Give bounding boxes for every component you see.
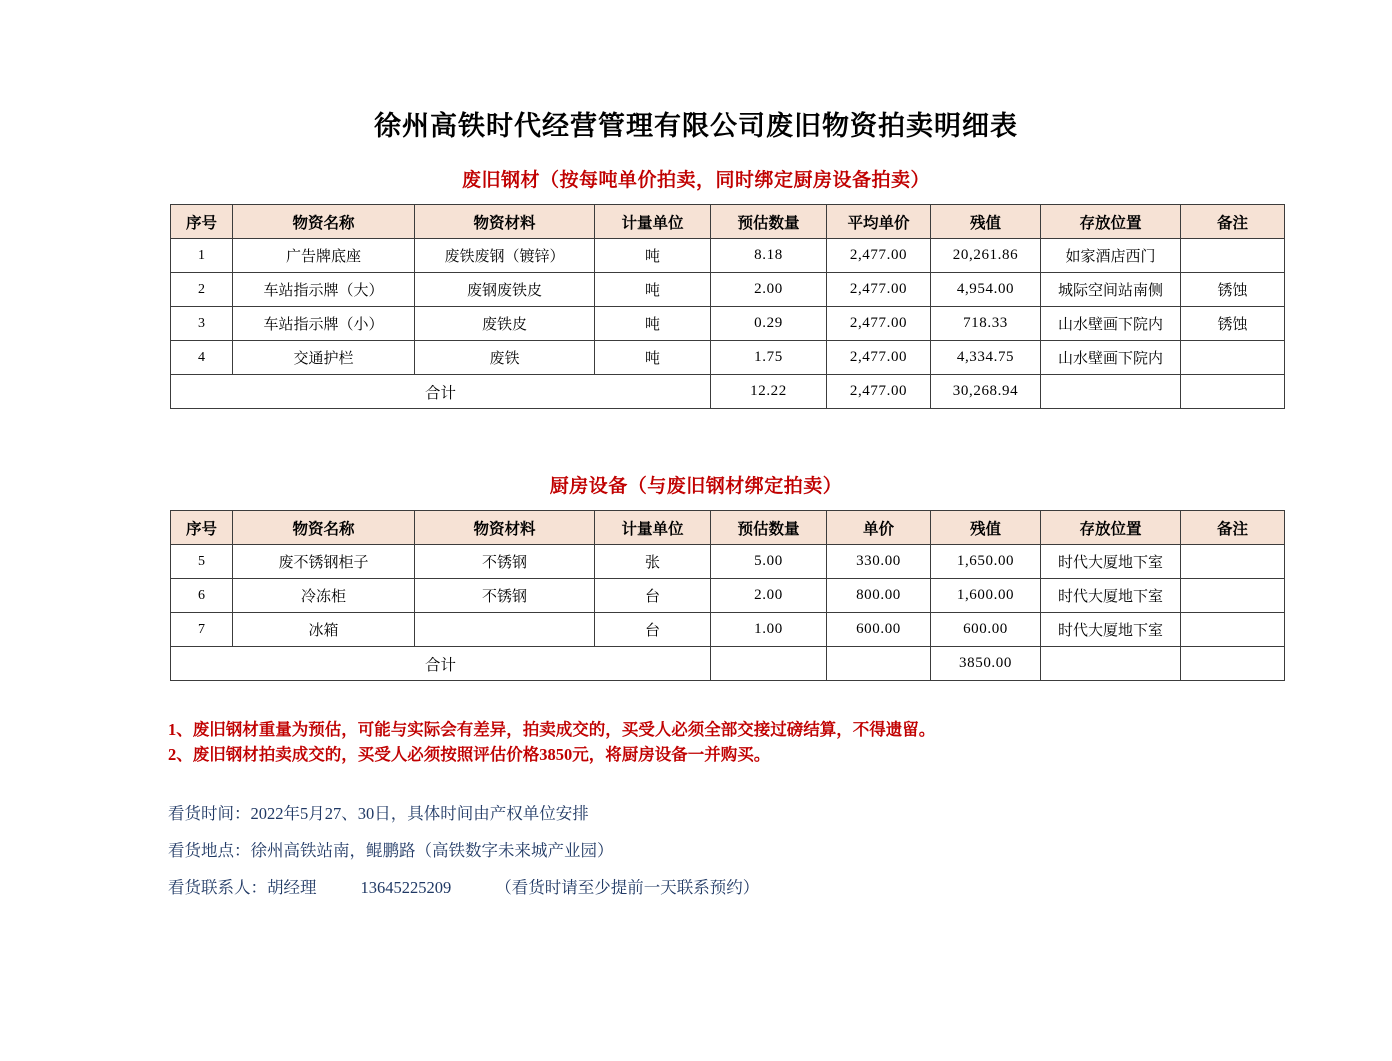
viewing-place-line xyxy=(168,832,1392,869)
note-line-2: 2、废旧钢材拍卖成交的，买受人必须按照评估价格3850元，将厨房设备一并购买。 xyxy=(168,745,771,764)
cell-total-qty: 12.22 xyxy=(711,375,827,409)
cell-total-label: 合计 xyxy=(171,375,711,409)
cell-material: 废钢废铁皮 xyxy=(415,273,595,307)
col-header-index: 序号 xyxy=(171,205,233,239)
cell-material: 不锈钢 xyxy=(415,579,595,613)
viewing-contact-name: 胡经理 xyxy=(267,878,317,897)
table-row xyxy=(171,239,1285,273)
cell-location: 时代大厦地下室 xyxy=(1041,613,1181,647)
cell-unit: 吨 xyxy=(595,239,711,273)
viewing-time-value: 2022年5月27、30日，具体时间由产权单位安排 xyxy=(250,804,589,823)
cell-name: 交通护栏 xyxy=(233,341,415,375)
table-wrap-kitchen xyxy=(170,510,1248,681)
cell-qty: 5.00 xyxy=(711,545,827,579)
notes-block xyxy=(168,717,1392,767)
contact-block xyxy=(168,795,1392,906)
col-header-name: 物资名称 xyxy=(233,205,415,239)
cell-name: 广告牌底座 xyxy=(233,239,415,273)
section-title-steel: 废旧钢材（按每吨单价拍卖，同时绑定厨房设备拍卖） xyxy=(461,170,930,191)
viewing-contact-phone: 13645225209 xyxy=(360,878,452,897)
cell-value: 718.33 xyxy=(931,307,1041,341)
col-header-location: 存放位置 xyxy=(1041,205,1181,239)
table-header-row xyxy=(171,205,1285,239)
cell-remark xyxy=(1181,341,1285,375)
cell-unit: 台 xyxy=(595,613,711,647)
cell-location: 时代大厦地下室 xyxy=(1041,545,1181,579)
cell-index: 4 xyxy=(171,341,233,375)
cell-value: 1,600.00 xyxy=(931,579,1041,613)
cell-location: 时代大厦地下室 xyxy=(1041,579,1181,613)
cell-total-label: 合计 xyxy=(171,647,711,681)
col-header-name: 物资名称 xyxy=(233,511,415,545)
cell-index: 1 xyxy=(171,239,233,273)
col-header-material: 物资材料 xyxy=(415,511,595,545)
cell-unit: 吨 xyxy=(595,273,711,307)
cell-total-qty xyxy=(711,647,827,681)
cell-value: 20,261.86 xyxy=(931,239,1041,273)
cell-price: 600.00 xyxy=(827,613,931,647)
document-page xyxy=(0,104,1392,1061)
cell-location: 如家酒店西门 xyxy=(1041,239,1181,273)
cell-price: 2,477.00 xyxy=(827,273,931,307)
cell-name: 冷冻柜 xyxy=(233,579,415,613)
cell-price: 2,477.00 xyxy=(827,307,931,341)
cell-index: 6 xyxy=(171,579,233,613)
cell-value: 4,334.75 xyxy=(931,341,1041,375)
cell-name: 车站指示牌（大） xyxy=(233,273,415,307)
col-header-remark: 备注 xyxy=(1181,205,1285,239)
cell-index: 3 xyxy=(171,307,233,341)
cell-name: 车站指示牌（小） xyxy=(233,307,415,341)
page-title: 徐州高铁时代经营管理有限公司废旧物资拍卖明细表 xyxy=(374,111,1018,141)
cell-material: 废铁废钢（镀锌） xyxy=(415,239,595,273)
cell-total-remark xyxy=(1181,647,1285,681)
cell-value: 1,650.00 xyxy=(931,545,1041,579)
viewing-contact-label: 看货联系人： xyxy=(168,878,267,897)
cell-total-remark xyxy=(1181,375,1285,409)
viewing-place-label: 看货地点： xyxy=(168,841,251,860)
cell-value: 4,954.00 xyxy=(931,273,1041,307)
col-header-material: 物资材料 xyxy=(415,205,595,239)
cell-index: 2 xyxy=(171,273,233,307)
cell-value: 600.00 xyxy=(931,613,1041,647)
cell-location: 山水壁画下院内 xyxy=(1041,307,1181,341)
table-wrap-steel xyxy=(170,204,1248,409)
cell-total-price xyxy=(827,647,931,681)
cell-location: 山水壁画下院内 xyxy=(1041,341,1181,375)
col-header-qty: 预估数量 xyxy=(711,205,827,239)
cell-qty: 0.29 xyxy=(711,307,827,341)
col-header-value: 残值 xyxy=(931,205,1041,239)
cell-qty: 8.18 xyxy=(711,239,827,273)
viewing-contact-note: （看货时请至少提前一天联系预约） xyxy=(495,878,760,897)
cell-unit: 吨 xyxy=(595,307,711,341)
cell-remark xyxy=(1181,239,1285,273)
cell-qty: 1.00 xyxy=(711,613,827,647)
cell-price: 800.00 xyxy=(827,579,931,613)
cell-material xyxy=(415,613,595,647)
cell-total-value: 30,268.94 xyxy=(931,375,1041,409)
col-header-value: 残值 xyxy=(931,511,1041,545)
cell-location: 城际空间站南侧 xyxy=(1041,273,1181,307)
cell-total-location xyxy=(1041,647,1181,681)
table-row xyxy=(171,613,1285,647)
cell-price: 2,477.00 xyxy=(827,341,931,375)
cell-name: 废不锈钢柜子 xyxy=(233,545,415,579)
cell-remark xyxy=(1181,545,1285,579)
table-row xyxy=(171,545,1285,579)
cell-remark: 锈蚀 xyxy=(1181,307,1285,341)
cell-total-price: 2,477.00 xyxy=(827,375,931,409)
cell-material: 废铁 xyxy=(415,341,595,375)
cell-index: 7 xyxy=(171,613,233,647)
table-row xyxy=(171,273,1285,307)
cell-index: 5 xyxy=(171,545,233,579)
cell-qty: 1.75 xyxy=(711,341,827,375)
cell-unit: 张 xyxy=(595,545,711,579)
viewing-contact-line xyxy=(168,869,1392,906)
col-header-index: 序号 xyxy=(171,511,233,545)
viewing-time-label: 看货时间： xyxy=(168,804,251,823)
cell-price: 330.00 xyxy=(827,545,931,579)
table-kitchen xyxy=(170,510,1285,681)
table-steel xyxy=(170,204,1285,409)
cell-price: 2,477.00 xyxy=(827,239,931,273)
cell-qty: 2.00 xyxy=(711,273,827,307)
cell-material: 不锈钢 xyxy=(415,545,595,579)
cell-remark xyxy=(1181,613,1285,647)
viewing-place-value: 徐州高铁站南，鲲鹏路（高铁数字未来城产业园） xyxy=(250,841,614,860)
cell-unit: 吨 xyxy=(595,341,711,375)
cell-qty: 2.00 xyxy=(711,579,827,613)
table-row xyxy=(171,307,1285,341)
col-header-qty: 预估数量 xyxy=(711,511,827,545)
col-header-remark: 备注 xyxy=(1181,511,1285,545)
col-header-unit: 计量单位 xyxy=(595,511,711,545)
col-header-unit: 计量单位 xyxy=(595,205,711,239)
section-spacer xyxy=(0,409,1392,449)
col-header-location: 存放位置 xyxy=(1041,511,1181,545)
table-row xyxy=(171,579,1285,613)
note-line-1: 1、废旧钢材重量为预估，可能与实际会有差异，拍卖成交的，买受人必须全部交接过磅结算，不得遗留。 xyxy=(168,720,936,739)
col-header-price: 平均单价 xyxy=(827,205,931,239)
cell-total-value: 3850.00 xyxy=(931,647,1041,681)
cell-name: 冰箱 xyxy=(233,613,415,647)
cell-remark: 锈蚀 xyxy=(1181,273,1285,307)
table-row xyxy=(171,341,1285,375)
cell-total-location xyxy=(1041,375,1181,409)
table-total-row xyxy=(171,375,1285,409)
viewing-time-line xyxy=(168,795,1392,832)
cell-material: 废铁皮 xyxy=(415,307,595,341)
table-header-row xyxy=(171,511,1285,545)
cell-remark xyxy=(1181,579,1285,613)
col-header-price: 单价 xyxy=(827,511,931,545)
section-title-kitchen: 厨房设备（与废旧钢材绑定拍卖） xyxy=(549,476,843,497)
table-total-row xyxy=(171,647,1285,681)
cell-unit: 台 xyxy=(595,579,711,613)
